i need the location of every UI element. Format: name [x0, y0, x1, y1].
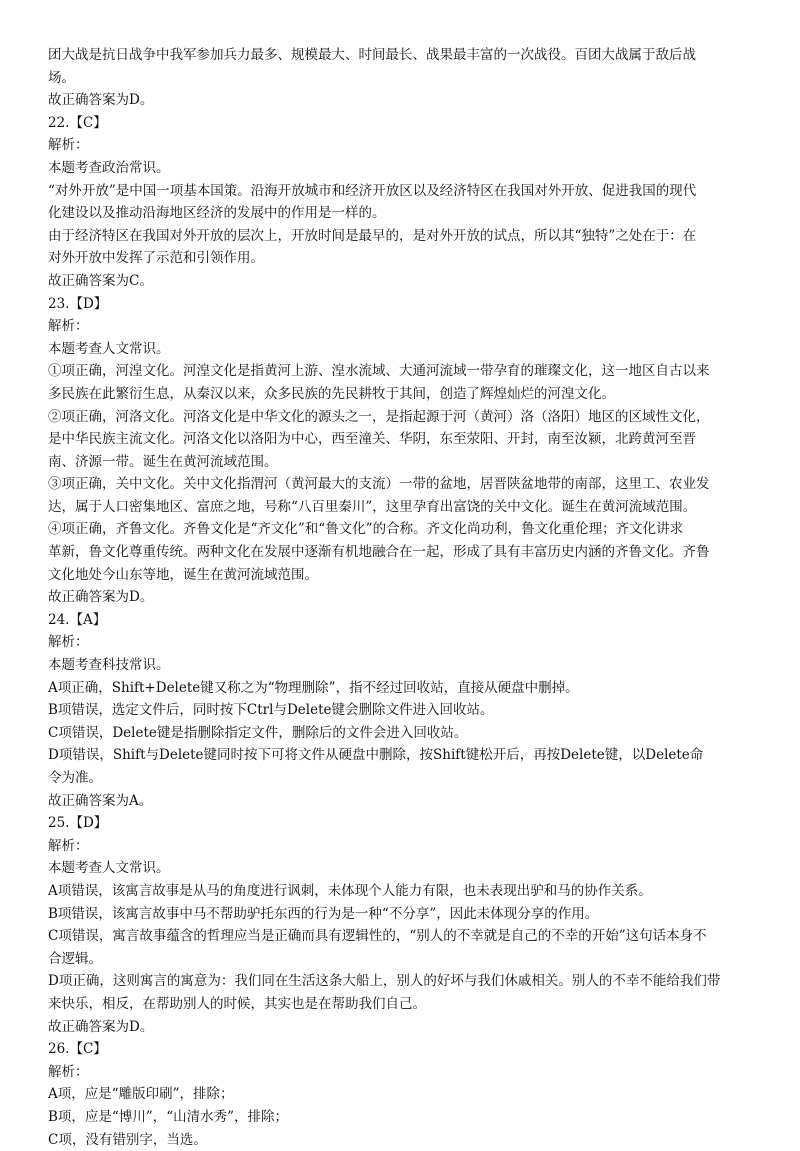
text-line: 是中华民族主流文化。河洛文化以洛阳为中心，西至潼关、华阴，东至荥阳、开封，南至汝颍，北跨黄河至晋: [48, 428, 748, 451]
text-line: 故正确答案为D。: [48, 1016, 748, 1039]
text-line: 由于经济特区在我国对外开放的层次上，开放时间是最早的，是对外开放的试点，所以其“独特”之处在于：在: [48, 225, 748, 248]
text-line: ④项正确，齐鲁文化。齐鲁文化是“齐文化”和“鲁文化”的合称。齐文化尚功利，鲁文化重伦理；齐文化讲求: [48, 518, 748, 541]
text-line: D项错误，Shift与Delete键同时按下可将文件从硬盘中删除，按Shift键松开后，再按Delete键，以Delete命: [48, 744, 748, 767]
text-line: B项错误，该寓言故事中马不帮助驴托东西的行为是一种“不分享”，因此未体现分享的作用。: [48, 903, 748, 926]
text-line: 本题考查科技常识。: [48, 654, 748, 677]
text-line: 达，属于人口密集地区、富庶之地，号称“八百里秦川”，这里孕育出富饶的关中文化。诞生在黄河流域范围。: [48, 496, 748, 519]
text-line: 南、济源一带。诞生在黄河流域范围。: [48, 451, 748, 474]
text-line: 多民族在此繁衍生息，从秦汉以来，众多民族的先民耕牧于其间，创造了辉煌灿烂的河湟文化。: [48, 383, 748, 406]
text-line: 解析：: [48, 134, 748, 157]
text-line: 来快乐，相反，在帮助别人的时候，其实也是在帮助我们自己。: [48, 993, 748, 1016]
text-line: A项正确，Shift+Delete键又称之为“物理删除”，指不经过回收站，直接从硬盘中删掉。: [48, 677, 748, 700]
text-line: B项错误，选定文件后，同时按下Ctrl与Delete键会删除文件进入回收站。: [48, 699, 748, 722]
text-line: 24.【A】: [48, 609, 748, 632]
text-line: 23.【D】: [48, 293, 748, 316]
text-line: D项正确，这则寓言的寓意为：我们同在生活这条大船上，别人的好坏与我们休戚相关。别人的不幸不能给我们带: [48, 970, 748, 993]
text-line: 革新，鲁文化尊重传统。两种文化在发展中逐渐有机地融合在一起，形成了具有丰富历史内涵的齐鲁文化。齐鲁: [48, 541, 748, 564]
text-line: 团大战是抗日战争中我军参加兵力最多、规模最大、时间最长、战果最丰富的一次战役。百团大战属于敌后战: [48, 44, 748, 67]
text-line: A项，应是“雕版印刷”，排除；: [48, 1083, 748, 1106]
text-line: “对外开放”是中国一项基本国策。沿海开放城市和经济开放区以及经济特区在我国对外开放、促进我国的现代: [48, 180, 748, 203]
text-line: 令为准。: [48, 767, 748, 790]
text-line: C项错误，寓言故事蕴含的哲理应当是正确而具有逻辑性的，“别人的不幸就是自己的不幸的开始”这句话本身不: [48, 925, 748, 948]
text-line: 解析：: [48, 631, 748, 654]
text-line: 对外开放中发挥了示范和引领作用。: [48, 247, 748, 270]
text-line: 本题考查政治常识。: [48, 157, 748, 180]
text-line: ②项正确，河洛文化。河洛文化是中华文化的源头之一，是指起源于河（黄河）洛（洛阳）地区的区域性文化，: [48, 406, 748, 429]
text-line: ①项正确，河湟文化。河湟文化是指黄河上游、湟水流域、大通河流域一带孕育的璀璨文化，这一地区自古以来: [48, 360, 748, 383]
text-line: 化建设以及推动沿海地区经济的发展中的作用是一样的。: [48, 202, 748, 225]
text-line: 故正确答案为A。: [48, 790, 748, 813]
text-line: ③项正确，关中文化。关中文化指渭河（黄河最大的支流）一带的盆地，居晋陕盆地带的南部，这里工、农业发: [48, 473, 748, 496]
text-line: 22.【C】: [48, 112, 748, 135]
text-line: 解析：: [48, 315, 748, 338]
text-line: 文化地处今山东等地，诞生在黄河流域范围。: [48, 564, 748, 587]
text-line: A项错误，该寓言故事是从马的角度进行讽刺，未体现个人能力有限，也未表现出驴和马的协作关系。: [48, 880, 748, 903]
text-line: 故正确答案为D。: [48, 89, 748, 112]
text-line: C项，没有错别字，当选。: [48, 1129, 748, 1151]
text-line: B项，应是“博川”，“山清水秀”，排除；: [48, 1106, 748, 1129]
text-line: 故正确答案为C。: [48, 270, 748, 293]
document-page: [48, 44, 748, 1151]
text-line: 合逻辑。: [48, 948, 748, 971]
text-line: 本题考查人文常识。: [48, 338, 748, 361]
text-line: 25.【D】: [48, 812, 748, 835]
text-line: 解析：: [48, 1061, 748, 1084]
text-line: 故正确答案为D。: [48, 586, 748, 609]
text-line: 场。: [48, 67, 748, 90]
text-line: 解析：: [48, 835, 748, 858]
text-line: C项错误，Delete键是指删除指定文件，删除后的文件会进入回收站。: [48, 722, 748, 745]
text-line: 26.【C】: [48, 1038, 748, 1061]
text-line: 本题考查人文常识。: [48, 857, 748, 880]
